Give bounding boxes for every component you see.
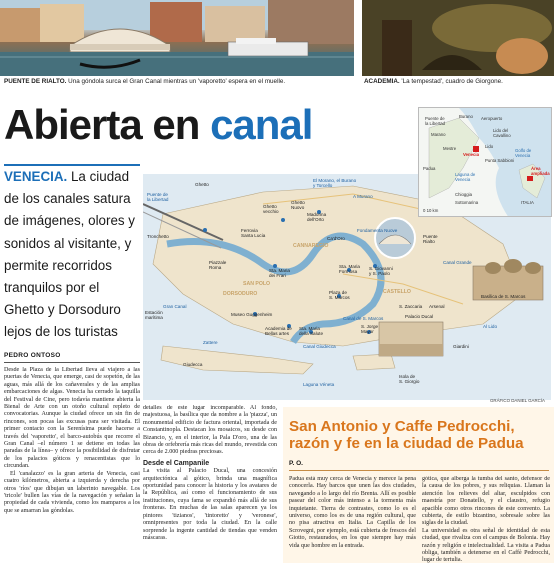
padua-byline: P. O.	[289, 460, 303, 467]
label-dorsoduro: DORSODURO	[223, 291, 258, 297]
label-giorgio: S. Jorge Mayor	[361, 324, 379, 335]
inset-golfo: Golfo de Venecia	[515, 148, 532, 158]
label-giardini: Giardini	[453, 344, 469, 349]
lead-paragraph: VENECIA. La ciudad de los canales satura de imágenes, olores y sonidos al visitante, y permite recorridos tranquilos por el Ghetto y Dorsoduro lejos de los turistas	[4, 169, 136, 340]
rialto-photo-art	[0, 0, 354, 76]
label-cannaregio: CANNAREGIO	[293, 243, 329, 249]
label-zanipolo: S. Giovanni y S. Paolo	[369, 266, 393, 277]
inset-chioggia: Chioggia	[455, 192, 472, 197]
label-ghetto-vecchio: Ghetto vecchio	[263, 204, 279, 215]
inset-venecia: Venecia	[463, 152, 480, 157]
label-zattere: Zattere	[203, 340, 218, 345]
label-san-marco: Plaza de S. Marcos	[329, 290, 350, 301]
inset-punta: Punta Sabbioni	[485, 158, 515, 163]
byline: PEDRO ONTOSO	[4, 352, 61, 359]
padua-column-2: gótica, que alberga la tumba del santo, defensor de la causa de los pobres, y sus reliquias. Llaman la atención los relieves del altar, esculpidos con maestría por Donatello, y el claustro, refugio apacible como otros rincones de este convento. La cubierta, de estilo bizantino, sobresale sobre las siglas de la ciudad. La universidad es otra señal de identidad de esta ciudad, que rivaliza con el campus de Bolonia. Hay razón y religión e intelectualidad. La visita a Padua obliga, también a detenerse en el Caffè Pedrocchi, lugar de tertulia.	[422, 476, 550, 563]
inset-ponte: Puente de la Libertad	[425, 116, 446, 126]
label-canal-grande: Canal Grande	[443, 260, 472, 265]
label-station: Estación marítima	[145, 310, 163, 321]
label-san-zaccaria: S. Zaccaria	[399, 304, 423, 309]
inset-padua: Padua	[423, 166, 436, 171]
label-formosa: Sta. Maria Formosa	[339, 264, 360, 275]
label-rialto: Puente Rialto	[423, 234, 438, 245]
tempest-caption: ACADEMIA. 'La tempestad', cuadro de Giorgone.	[364, 78, 503, 85]
label-cimitero: El Morano, el Burano y Torcello	[313, 178, 357, 189]
label-canal-marco: Canal de S. Marcos	[343, 316, 384, 321]
body-column-2: detalles de este lugar incomparable. Al fondo, majestuosa, la basílica que da nombre a la 'piazza', un monumental edificio de factura oriental, importada de Constantinopla. Destacan los mosaicos, su desde con Bizancio, y, en el interior, la Pala D'oro, una de las obras de orfebrería más ricas del mundo, revestida con cerca de 2.000 piedras preciosas. Desde el Campanile La visita al Palacio Ducal, una concesión arquitectónica al gótico, brinda una magnífica oportunidad para conocer la historia y los avatares de la República, así como el funcionamiento de sus instituciones, cuya fama se expandió más allá de sus fronteras. En muchas de las salas aparecen ya los pintores 'tizianos', 'tintoretto' y 'veronese', omnipresentes por toda la ciudad. En la calle sorprende la ingente cantidad de tiendas que venden máscaras.	[143, 405, 277, 541]
locator-inset	[418, 107, 552, 217]
headline: Abierta en canal	[4, 101, 313, 148]
label-ducal: Palacio Ducal	[405, 314, 434, 319]
label-castello: CASTELLO	[383, 289, 411, 295]
label-ca-doro: Ca'd'Oro	[327, 236, 345, 241]
label-ghetto-nuovo: Ghetto Nuovo	[291, 200, 305, 211]
padua-rule	[289, 470, 549, 471]
inset-italia: ITALIA	[521, 200, 534, 205]
label-madonna: Madonna dell'Orto	[307, 212, 327, 223]
label-murano: A Murano	[353, 194, 373, 199]
rialto-photo	[0, 0, 354, 76]
inset-lido2: Lido del Cavallino	[493, 128, 511, 138]
label-frari: Sta. Maria dei Frari	[269, 268, 290, 279]
label-lagoon: Laguna Véneta	[303, 382, 335, 387]
label-san-polo: SAN POLO	[243, 281, 271, 287]
label-isola: Isola de S. Giorgio	[399, 374, 420, 385]
inset-area: Área ampliada	[531, 166, 550, 176]
label-basilica: Basílica de S. Marcos	[481, 294, 526, 299]
padua-title: San Antonio y Caffe Pedrocchi, razón y fe en la ciudad de Padua	[289, 418, 524, 452]
inset-burano: Burano	[459, 114, 473, 119]
label-giudecca: Canal Giudecca	[303, 344, 336, 349]
label-bridge: Puente de la Libertad	[147, 192, 169, 203]
body-column-1: Desde la Plaza de la Libertad lleva al viajero a las puertas de Venecia, que emerge, casi de sopetón, de las aguas, más allá de los cañaverales y de las amplias embarcaciones de algas. Venecia ha cerrado la taquilla del Festival de Cine, pero todavía mantiene abierta la Bienal de Arte con un otoño cultural repleto de convocatorias. Aunque la ciudad ofrece un sin fin de rincones, son pocas las excusas para ser visitada. El primer contacto con la Serenísima puede hacerse a través del 'vaporetto', el barco-autobús que recorre el Gran Canal –el número 1 se detiene en todas las paradas de la línea– y ofrece la posibilidad de disfrutar de los palacios góticos y renacentistas que lo circundan. El 'canalazzo' es la gran arteria de Venecia, casi cuatro kilómetros, abierta a izquierda y derecha por otros 'ríos' que dibujan un laberinto navegable. Los 'tricole' bullen las vías de la navegación y señalan la propiedad de cada vivienda, como los mamparos a los que se amarran las góndolas.	[4, 367, 140, 514]
graphic-credit: GRÁFICO DANIEL GARCÍA	[490, 398, 545, 403]
label-ghetto: Ghetto	[195, 182, 209, 187]
label-piazzale: Piazzale Roma	[209, 260, 227, 271]
inset-sottomarina: Sottomarina	[455, 200, 479, 205]
inset-marano: Marano	[431, 132, 446, 137]
tempest-photo	[362, 0, 554, 76]
label-ferrovia: Ferrovia Santa Lucia	[241, 228, 266, 239]
subheading: Desde el Campanile	[143, 459, 210, 467]
inset-scale: 0 10 km	[423, 208, 439, 213]
label-fondamenta: Fondamenta Nuove	[357, 228, 398, 233]
inset-aeropuerto: Aeropuerto	[481, 116, 503, 121]
label-lido-short: Al Lido	[483, 324, 498, 329]
padua-column-1: Padua está muy cerca de Venecia y merece la pena conocerla. Hay barcos que unen las dos ciudades, navegando a lo largo del río Brenta. Allí es posible pasear del color más intenso a la tormenta más inquietante. Tierra de contrastes, como lo es el universo, como los es de una región cultural, que no pisa atractiva en Italia. La Capilla de los Scrovegni, por ejemplo, está cubierta de frescos del Giotto, restaurados, en los que siempre hay más vida que hombre en la entrada.	[289, 476, 416, 549]
inset-lido: Lido	[485, 144, 494, 149]
label-academia: Academia de Bellas artes	[265, 326, 292, 337]
label-arsenale: Arsenal	[429, 304, 445, 309]
label-tronchetto: Tronchetto	[147, 234, 169, 239]
tempest-painting	[362, 0, 554, 76]
inset-mestre: Mestre	[443, 146, 457, 151]
byline-rule	[4, 362, 140, 363]
inset-laguna: Laguna de Venecia	[455, 172, 476, 182]
label-salute: Sta. Maria della Salute	[299, 326, 324, 337]
label-giu: Giudecca	[183, 362, 203, 367]
rialto-caption: PUENTE DE RIALTO. Una góndola surca el Gran Canal mientras un 'vaporetto' espera en el muelle.	[4, 78, 286, 85]
label-guggenheim: Museo Guggenheim	[231, 312, 273, 317]
label-lido: Gran Canal	[163, 304, 187, 309]
